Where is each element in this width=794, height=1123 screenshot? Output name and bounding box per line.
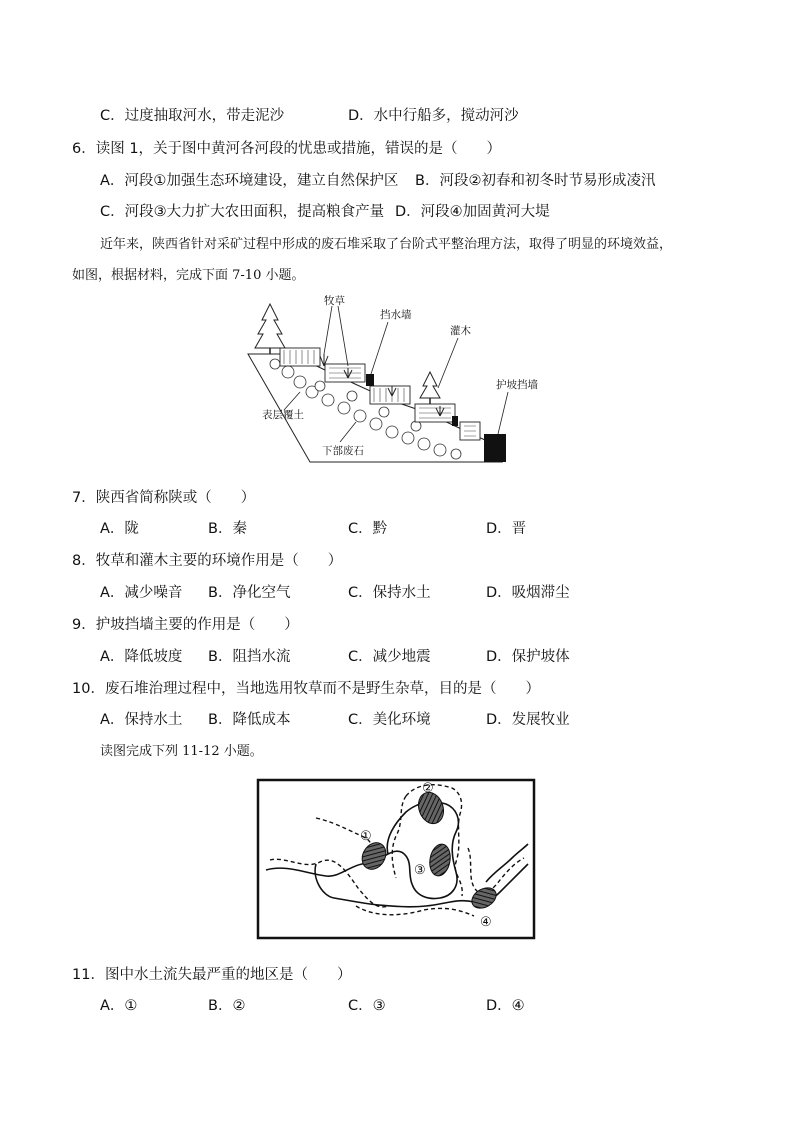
label-topsoil: 表层覆土 [262,409,304,421]
q9-stem: 9．护坡挡墙主要的作用是（ ） [72,617,299,633]
q6-option-b: B．河段②初春和初冬时节易形成凌汛 [415,173,656,189]
label-waste-rock: 下部废石 [322,445,364,457]
marker-3: ③ [414,863,426,878]
q11-option-d: D．④ [486,998,525,1014]
q11-option-a: A．① [100,998,138,1014]
q5-option-d: D．水中行船多，搅动河沙 [348,108,519,124]
label-retaining-wall: 挡水墙 [380,309,412,321]
q6-option-d: D．河段④加固黄河大堤 [395,204,550,220]
marker-2: ② [422,781,434,796]
intro-11-12: 读图完成下列 11-12 小题。 [100,744,263,759]
q10-option-d: D．发展牧业 [486,712,570,728]
q7-option-a: A．陇 [100,521,139,537]
marker-4: ④ [480,915,492,930]
q6-stem: 6．读图 1，关于图中黄河各河段的忧患或措施，错误的是（ ） [72,141,502,157]
marker-1: ① [360,829,372,844]
label-slope-wall: 护坡挡墙 [496,379,538,391]
label-shrub: 灌木 [450,325,471,337]
q8-option-b: B．净化空气 [208,585,291,601]
intro-7-10-line2: 如图，根据材料，完成下面 7-10 小题。 [72,268,305,283]
q5-option-c: C．过度抽取河水，带走泥沙 [100,108,285,124]
q9-option-a: A．降低坡度 [100,649,183,665]
q7-stem: 7．陕西省简称陕或（ ） [72,490,256,506]
terrace-slope-figure [240,292,538,472]
q6-option-c: C．河段③大力扩大农田面积，提高粮食产量 [100,204,385,220]
q8-option-c: C．保持水土 [348,585,431,601]
q7-option-d: D．晋 [486,521,527,537]
intro-7-10-line1: 近年来，陕西省针对采矿过程中形成的废石堆采取了台阶式平整治理方法，取得了明显的环境效益， [100,237,673,252]
q7-option-c: C．黔 [348,521,388,537]
q9-option-c: C．减少地震 [348,649,431,665]
q9-option-d: D．保护坡体 [486,649,570,665]
q10-option-c: C．美化环境 [348,712,431,728]
q11-option-b: B．② [208,998,246,1014]
river-map-figure [256,778,538,942]
label-pasture: 牧草 [324,295,345,307]
q8-option-d: D．吸烟滞尘 [486,585,570,601]
q9-option-b: B．阻挡水流 [208,649,291,665]
q7-option-b: B．秦 [208,521,247,537]
q8-stem: 8．牧草和灌木主要的环境作用是（ ） [72,553,343,569]
q10-stem: 10．废石堆治理过程中，当地选用牧草而不是野生杂草，目的是（ ） [72,681,540,697]
q11-stem: 11．图中水土流失最严重的地区是（ ） [72,967,352,983]
q6-option-a: A．河段①加强生态环境建设，建立自然保护区 [100,173,399,189]
q8-option-a: A．减少噪音 [100,585,183,601]
q11-option-c: C．③ [348,998,386,1014]
q10-option-a: A．保持水土 [100,712,183,728]
q10-option-b: B．降低成本 [208,712,291,728]
